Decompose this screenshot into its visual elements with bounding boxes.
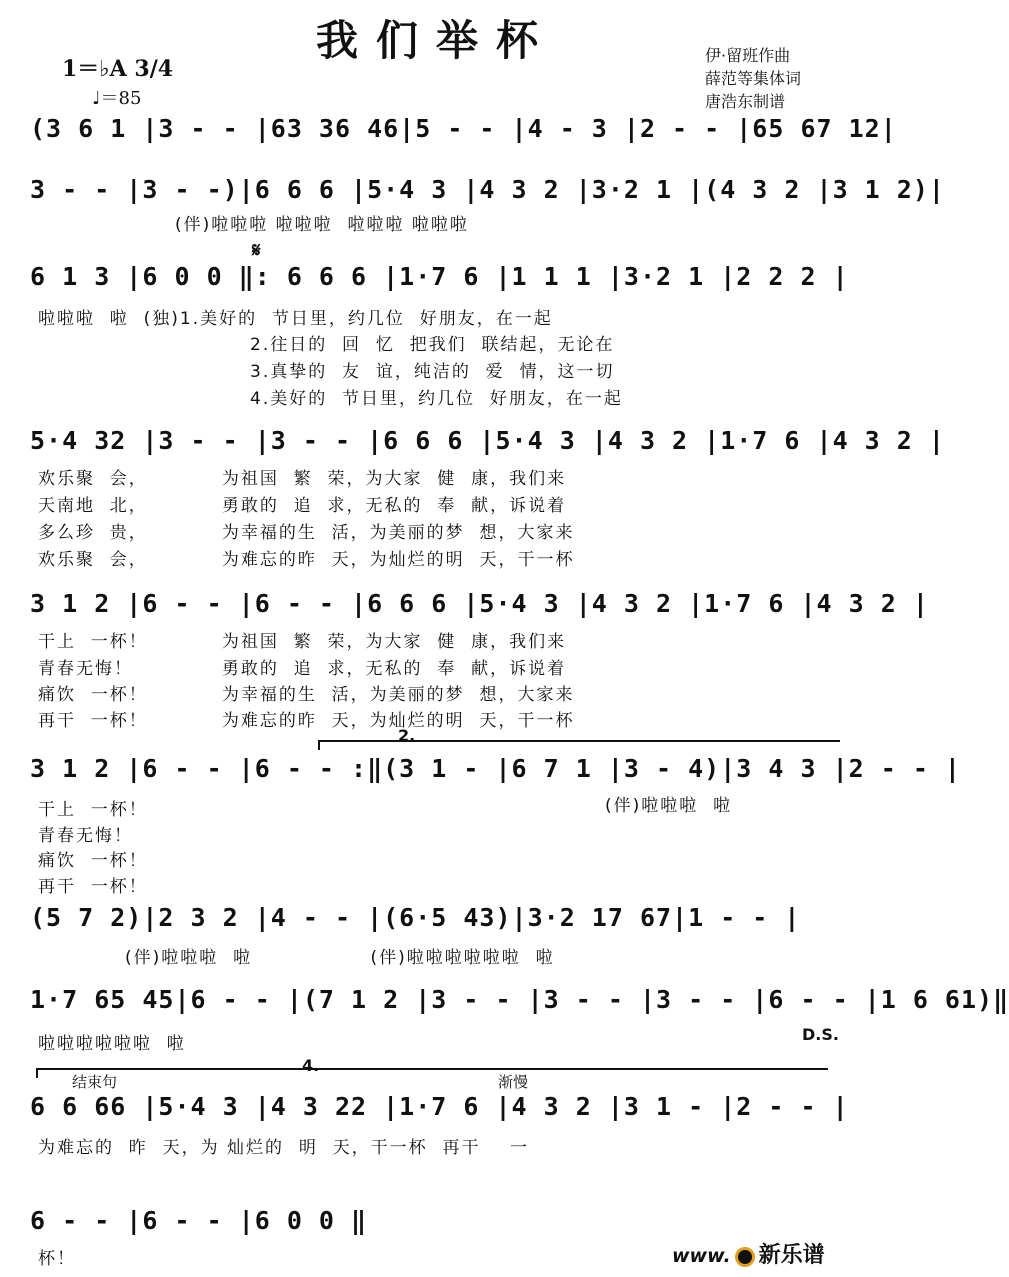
ritardando-label: 渐慢 (498, 1073, 529, 1091)
lyric-row-4-line-2: 天南地 北， 勇敢的 追 求，无私的 奉 献，诉说着 (38, 496, 567, 516)
staff-row-4: 5·4 32 |3 - - |3 - - |6 6 6 |5·4 3 |4 3 2 |1·7 6 |4 3 2 | (30, 426, 945, 455)
lyric-row-10-line-1: 杯！ (38, 1249, 76, 1269)
composer: 伊·留班作曲 (705, 46, 791, 65)
lyric-row-3-line-1: 啦啦啦 啦 (独)1.美好的 节日里，约几位 好朋友，在一起 (38, 309, 553, 329)
vinyl-record-icon (735, 1247, 755, 1267)
staff-row-8: 1·7 65 45|6 - - |(7 1 2 |3 - - |3 - - |3 - - |6 - - |1 6 61)‖ (30, 985, 1009, 1014)
lyric-row-8-line-1: 啦啦啦啦啦啦 啦 (38, 1034, 186, 1054)
lyric-row-4-line-4: 欢乐聚 会， 为难忘的昨 天，为灿烂的明 天，干一杯 (38, 550, 575, 570)
ending-phrase-label: 结束句 (72, 1073, 118, 1091)
lyric-row-6-line-4: 再干 一杯！ (38, 877, 148, 897)
volta-bracket-2 (318, 740, 840, 750)
lyric-row-6-line-3: 痛饮 一杯！ (38, 851, 148, 871)
lyricist: 薛范等集体词 (705, 69, 802, 88)
volta-label-2: 2. (398, 726, 416, 745)
lyric-row-6-accompaniment: (伴)啦啦啦 啦 (605, 796, 733, 816)
staff-row-6: 3 1 2 |6 - - |6 - - :‖(3 1 - |6 7 1 |3 - 4)|3 4 3 |2 - - | (30, 754, 961, 783)
staff-row-9: 6 6 66 |5·4 3 |4 3 22 |1·7 6 |4 3 2 |3 1 - |2 - - | (30, 1092, 849, 1121)
lyric-row-6-line-1: 干上 一杯！ (38, 800, 148, 820)
lyric-row-5-line-2: 青春无悔！ 勇敢的 追 求，无私的 奉 献，诉说着 (38, 659, 567, 679)
credits (705, 44, 801, 113)
watermark-site-name: 新乐谱 (758, 1243, 825, 1268)
lyric-row-5-line-4: 再干 一杯！ 为难忘的昨 天，为灿烂的明 天，干一杯 (38, 711, 575, 731)
site-watermark (672, 1238, 825, 1269)
dal-segno-mark: D.S. (802, 1025, 839, 1044)
tempo-marking: ♩＝85 (92, 88, 142, 109)
staff-row-7: (5 7 2)|2 3 2 |4 - - |(6·5 43)|3·2 17 67|1 - - | (30, 903, 801, 932)
staff-row-5: 3 1 2 |6 - - |6 - - |6 6 6 |5·4 3 |4 3 2 |1·7 6 |4 3 2 | (30, 589, 929, 618)
staff-row-3: 6 1 3 |6 0 0 ‖: 6 6 6 |1·7 6 |1 1 1 |3·2 1 |2 2 2 | (30, 262, 849, 291)
volta-bracket-4 (36, 1068, 828, 1078)
staff-row-10: 6 - - |6 - - |6 0 0 ‖ (30, 1206, 368, 1235)
song-title: 我们举杯 (315, 16, 556, 65)
segno-sign: 𝄋 (252, 238, 261, 262)
lyric-row-3-line-3: 3.真挚的 友 谊，纯洁的 爱 情，这一切 (250, 362, 615, 382)
lyric-row-5-line-3: 痛饮 一杯！ 为幸福的生 活，为美丽的梦 想，大家来 (38, 685, 575, 705)
volta-label-4: 4. (302, 1056, 320, 1075)
lyric-row-9-line-1: 为难忘的 昨 天，为 灿烂的 明 天，干一杯 再干 一 (38, 1138, 530, 1158)
lyric-row-6-line-2: 青春无悔！ (38, 826, 133, 846)
lyric-row-3-line-2: 2.往日的 回 忆 把我们 联结起，无论在 (250, 335, 615, 355)
key-signature: 1＝♭A 3/4 (62, 56, 174, 82)
lyric-row-5-line-1: 干上 一杯！ 为祖国 繁 荣，为大家 健 康，我们来 (38, 632, 567, 652)
lyric-row-4-line-1: 欢乐聚 会， 为祖国 繁 荣，为大家 健 康，我们来 (38, 469, 567, 489)
watermark-prefix: www. (672, 1245, 731, 1267)
staff-row-1: (3 6 1 |3 - - |63 36 46|5 - - |4 - 3 |2 - - |65 67 12| (30, 114, 897, 143)
lyric-row-3-line-4: 4.美好的 节日里，约几位 好朋友，在一起 (250, 389, 623, 409)
lyric-row-2-line-1: (伴)啦啦啦 啦啦啦 啦啦啦 啦啦啦 (175, 215, 469, 235)
lyric-row-4-line-3: 多么珍 贵， 为幸福的生 活，为美丽的梦 想，大家来 (38, 523, 575, 543)
notation-by: 唐浩东制谱 (705, 92, 786, 111)
lyric-row-7-line-1: (伴)啦啦啦 啦 (伴)啦啦啦啦啦啦 啦 (125, 948, 555, 968)
staff-row-2: 3 - - |3 - -)|6 6 6 |5·4 3 |4 3 2 |3·2 1 |(4 3 2 |3 1 2)| (30, 175, 945, 204)
